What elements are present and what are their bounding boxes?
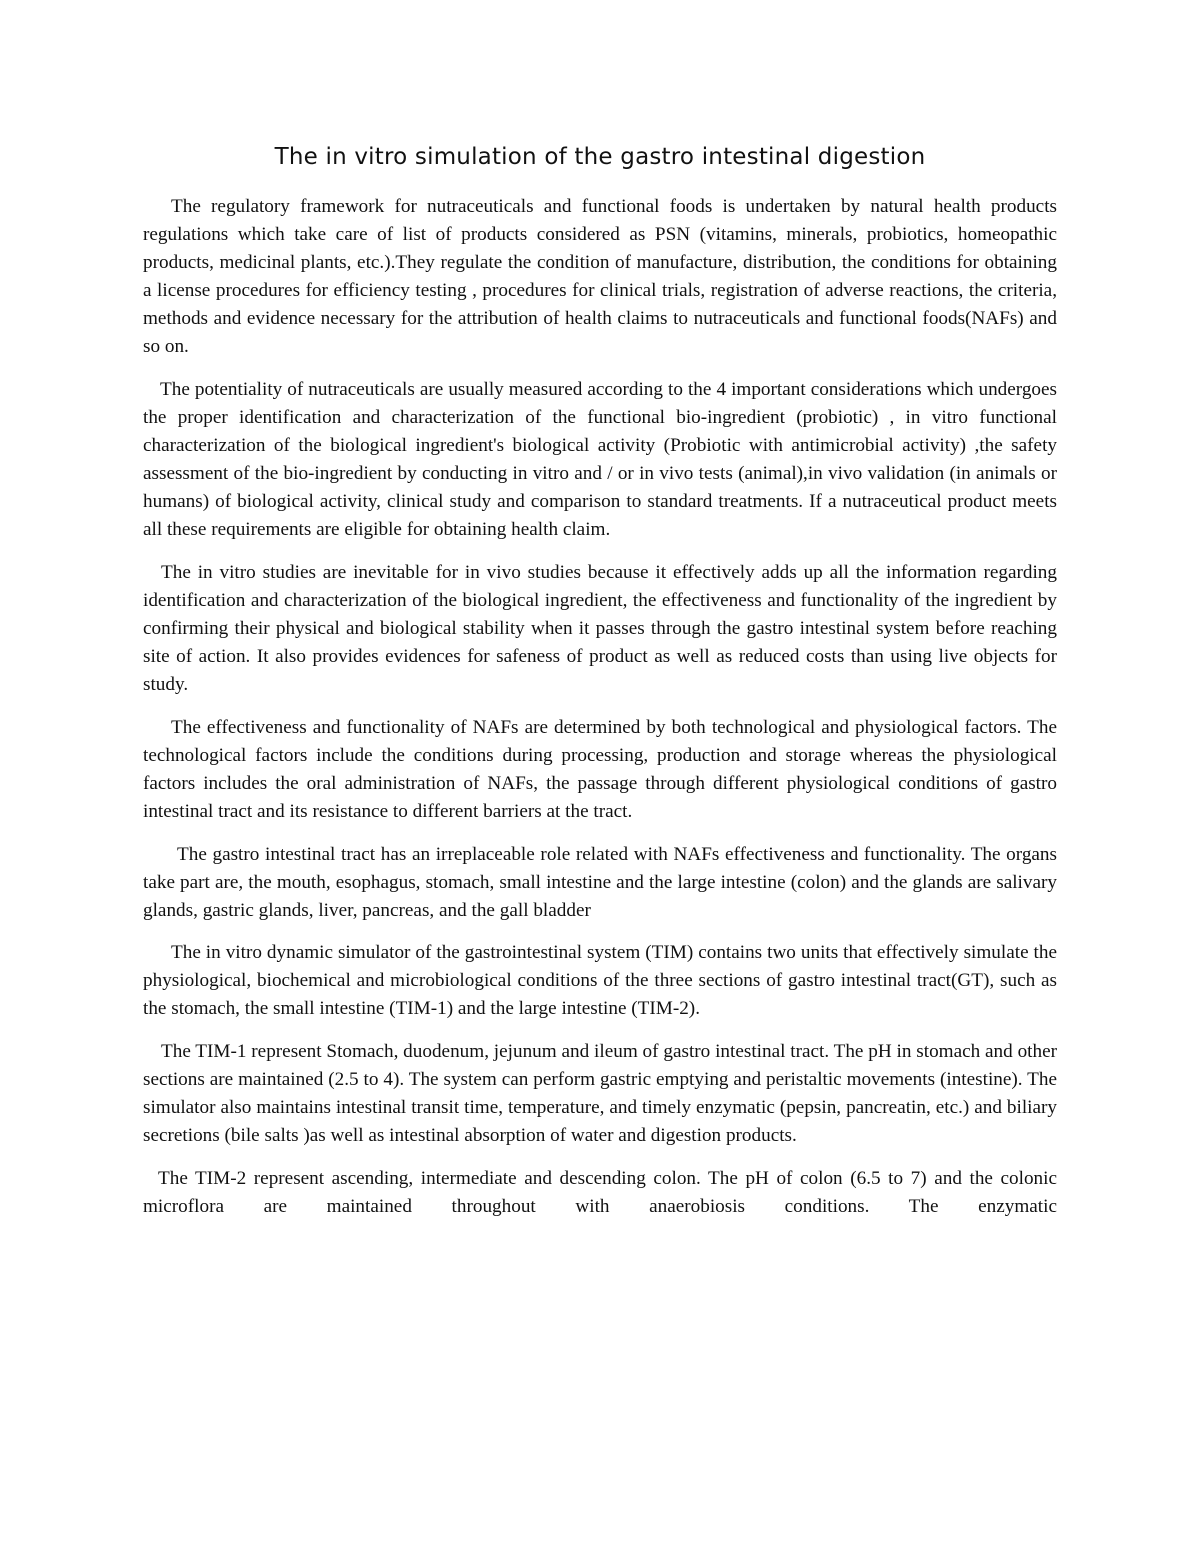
paragraph-regulatory-framework: The regulatory framework for nutraceuticals and functional foods is undertaken by natural health products regulations which take care of list of products considered as PSN (vitamins, minerals, probiotics, homeopathic products, medicinal plants, etc.).They regulate the condition of manufacture, distribution, the conditions for obtaining a license procedures for efficiency testing , procedures for clinical trials, registration of adverse reactions, the criteria, methods and evidence necessary for the attribution of health claims to nutraceuticals and functional foods(NAFs) and so on. bbox=[143, 196, 1057, 358]
document-body bbox=[143, 193, 1057, 1221]
document-title: The in vitro simulation of the gastro intestinal digestion bbox=[274, 144, 926, 170]
paragraph-tim-2: The TIM-2 represent ascending, intermediate and descending colon. The pH of colon (6.5 to 7) and the colonic microflora are maintained throughout with anaerobiosis conditions. The enzymatic bbox=[143, 1167, 1057, 1217]
paragraph-gastro-intestinal-tract: The gastro intestinal tract has an irreplaceable role related with NAFs effectiveness and functionality. The organs take part are, the mouth, esophagus, stomach, small intestine and the large intestine (colon) and the glands are salivary glands, gastric glands, liver, pancreas, and the gall bladder bbox=[143, 843, 1057, 921]
paragraph-in-vitro-studies: The in vitro studies are inevitable for in vivo studies because it effectively adds up all the information regarding identification and characterization of the biological ingredient, the effectiveness and functionality of the ingredient by confirming their physical and biological stability when it passes through the gastro intestinal system before reaching site of action. It also provides evidences for safeness of product as well as reduced costs than using live objects for study. bbox=[143, 561, 1057, 696]
paragraph-tim-simulator: The in vitro dynamic simulator of the gastrointestinal system (TIM) contains two units that effectively simulate the physiological, biochemical and microbiological conditions of the three sections of gastro intestinal tract(GT), such as the stomach, the small intestine (TIM-1) and the large intestine (TIM-2). bbox=[143, 942, 1057, 1020]
paragraph-tim-1: The TIM-1 represent Stomach, duodenum, jejunum and ileum of gastro intestinal tract. The pH in stomach and other sections are maintained (2.5 to 4). The system can perform gastric emptying and peristaltic movements (intestine). The simulator also maintains intestinal transit time, temperature, and timely enzymatic (pepsin, pancreatin, etc.) and biliary secretions (bile salts )as well as intestinal absorption of water and digestion products. bbox=[143, 1040, 1057, 1147]
paragraph-effectiveness-factors: The effectiveness and functionality of NAFs are determined by both technological and physiological factors. The technological factors include the conditions during processing, production and storage whereas the physiological factors includes the oral administration of NAFs, the passage through different physiological conditions of gastro intestinal tract and its resistance to different barriers at the tract. bbox=[143, 716, 1057, 823]
paragraph-nutraceutical-potentiality: The potentiality of nutraceuticals are usually measured according to the 4 important considerations which undergoes the proper identification and characterization of the functional bio-ingredient (probiotic) , in vitro functional characterization of the biological ingredient's biological activity (Probiotic with antimicrobial activity) ,the safety assessment of the bio-ingredient by conducting in vitro and / or in vivo tests (animal),in vivo validation (in animals or humans) of biological activity, clinical study and comparison to standard treatments. If a nutraceutical product meets all these requirements are eligible for obtaining health claim. bbox=[143, 378, 1057, 541]
